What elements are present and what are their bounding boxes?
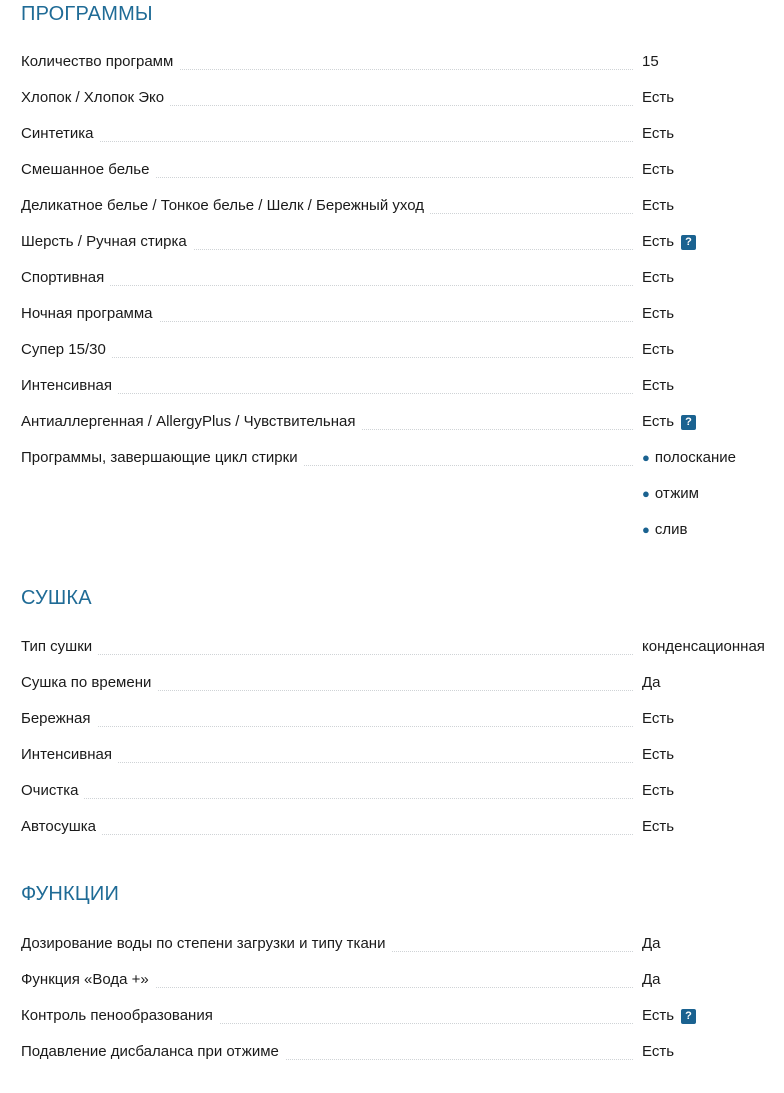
spec-row-super: [21, 341, 784, 377]
spec-row-water-plus: [21, 971, 784, 1007]
spec-value-with-help: [642, 1007, 696, 1025]
spec-label: Антиаллергенная / AllergyPlus / Чувствительная: [21, 413, 362, 431]
spec-row-water-dosing: [21, 935, 784, 971]
spec-value: Есть: [642, 269, 675, 286]
spec-row-cotton: [21, 89, 784, 125]
spec-label: Синтетика: [21, 125, 100, 143]
spec-value: Да: [642, 674, 661, 691]
drying-section: [21, 586, 784, 835]
spec-label: Подавление дисбаланса при отжиме: [21, 1043, 285, 1061]
functions-section: [21, 882, 784, 1060]
spec-row-timed-drying: [21, 674, 784, 710]
spec-value: Есть: [642, 125, 675, 142]
spec-value: Есть: [642, 710, 675, 727]
spec-row-drying-type: [21, 638, 784, 674]
list-item-text: отжим: [654, 485, 699, 502]
spec-row-mixed: [21, 161, 784, 197]
bullet-dot-icon: ●: [642, 486, 650, 501]
spec-value-text: Есть: [642, 413, 675, 430]
spec-row-sport: [21, 269, 784, 305]
dotted-leader: [21, 798, 633, 799]
spec-value: конденсационная: [642, 638, 765, 655]
spec-label: Программы, завершающие цикл стирки: [21, 449, 304, 467]
spec-value-text: Есть: [642, 1007, 675, 1024]
spec-value: Есть: [642, 746, 675, 763]
programs-title: ПРОГРАММЫ: [21, 3, 153, 25]
dotted-leader: [21, 726, 633, 727]
spec-row-finishing-cont: [21, 521, 784, 557]
spec-label: Сушка по времени: [21, 674, 157, 692]
spec-label: Автосушка: [21, 818, 102, 836]
spec-label: Тип сушки: [21, 638, 98, 656]
spec-row-allergy: [21, 413, 784, 449]
spec-row-program-count: [21, 53, 784, 89]
spec-value: Есть: [642, 782, 675, 799]
bullet-dot-icon: ●: [642, 522, 650, 537]
dotted-leader: [21, 141, 633, 142]
spec-row-finishing: [21, 449, 784, 485]
spec-value: Есть: [642, 305, 675, 322]
spec-value: Да: [642, 935, 661, 952]
spec-label: Супер 15/30: [21, 341, 112, 359]
spec-label: Спортивная: [21, 269, 110, 287]
question-mark-icon[interactable]: ?: [681, 235, 696, 250]
spec-row-gentle: [21, 710, 784, 746]
drying-title: СУШКА: [21, 587, 92, 609]
list-item: [642, 449, 736, 467]
spec-value: 15: [642, 53, 659, 70]
spec-row-wool: [21, 233, 784, 269]
list-item: [642, 521, 687, 539]
spec-row-foam-control: [21, 1007, 784, 1043]
spec-value: Есть: [642, 377, 675, 394]
question-mark-icon[interactable]: ?: [681, 415, 696, 430]
spec-label: Функция «Вода +»: [21, 971, 155, 989]
spec-label: Дозирование воды по степени загрузки и типу ткани: [21, 935, 391, 953]
spec-value-with-help: [642, 233, 696, 251]
dotted-leader: [21, 834, 633, 835]
list-item-text: полоскание: [654, 449, 736, 466]
dotted-leader: [21, 654, 633, 655]
programs-section: [21, 2, 784, 538]
functions-title: ФУНКЦИИ: [21, 883, 120, 905]
spec-value: Да: [642, 971, 661, 988]
list-item-text: слив: [654, 521, 688, 538]
spec-value: Есть: [642, 341, 675, 358]
spec-label: Шерсть / Ручная стирка: [21, 233, 193, 251]
spec-label: Деликатное белье / Тонкое белье / Шелк / Бережный уход: [21, 197, 430, 215]
spec-row-finishing-cont: [21, 485, 784, 521]
spec-label: Смешанное белье: [21, 161, 155, 179]
spec-label: Хлопок / Хлопок Эко: [21, 89, 170, 107]
spec-value: Есть: [642, 89, 675, 106]
spec-value: Есть: [642, 1043, 675, 1060]
dotted-leader: [21, 285, 633, 286]
spec-label: Ночная программа: [21, 305, 159, 323]
spec-label: Контроль пенообразования: [21, 1007, 219, 1025]
spec-row-night: [21, 305, 784, 341]
question-mark-icon[interactable]: ?: [681, 1009, 696, 1024]
spec-value: Есть: [642, 161, 675, 178]
spec-row-cleaning: [21, 782, 784, 818]
list-item: [642, 485, 699, 503]
bullet-dot-icon: ●: [642, 450, 650, 465]
spec-value-text: Есть: [642, 233, 675, 250]
spec-row-intensive: [21, 377, 784, 413]
spec-value: Есть: [642, 818, 675, 835]
spec-label: Очистка: [21, 782, 84, 800]
spec-row-imbalance: [21, 1043, 784, 1079]
spec-label: Интенсивная: [21, 746, 118, 764]
spec-label: Количество программ: [21, 53, 179, 71]
spec-row-delicate: [21, 197, 784, 233]
spec-row-synthetics: [21, 125, 784, 161]
spec-value-with-help: [642, 413, 696, 431]
spec-label: Бережная: [21, 710, 97, 728]
spec-label: Интенсивная: [21, 377, 118, 395]
spec-value: Есть: [642, 197, 675, 214]
spec-row-intensive-drying: [21, 746, 784, 782]
spec-row-auto-drying: [21, 818, 784, 854]
dotted-leader: [21, 357, 633, 358]
